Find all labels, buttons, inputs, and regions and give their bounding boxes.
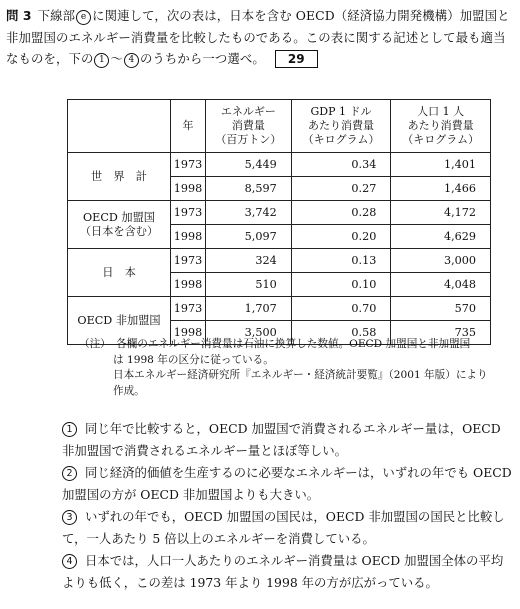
capita-cell: 735: [391, 321, 491, 345]
choice-1[interactable]: [62, 418, 514, 461]
table-note: [79, 337, 489, 399]
year-cell: 1973: [171, 201, 206, 225]
energy-cell: 5,449: [206, 153, 292, 177]
energy-table: [67, 99, 491, 345]
energy-cell: 5,097: [206, 225, 292, 249]
table-header-row: [68, 100, 491, 153]
capita-cell: 4,172: [391, 201, 491, 225]
capita-cell: 4,629: [391, 225, 491, 249]
gdp-cell: 0.70: [291, 297, 391, 321]
year-cell: 1998: [171, 273, 206, 297]
note-text-1: 各欄のエネルギー消費量は石油に換算した数値。OECD 加盟国と非加盟国: [116, 338, 471, 350]
capita-cell: 1,401: [391, 153, 491, 177]
energy-cell: 3,742: [206, 201, 292, 225]
gdp-cell: 0.13: [291, 249, 391, 273]
range-end-circle: 4: [124, 53, 139, 68]
header-blank: [68, 100, 171, 153]
stem-text-2: に関連して，次の表は，日本を含む OECD（経済協力開発機構）加盟国と非加盟国のエネルギー消費量を比較したものである。この表に関する記述として最も適当なものを，下の: [6, 8, 510, 66]
choice-number-circle: 3: [62, 510, 77, 525]
stem-text-3: のうちから一つ選べ。: [139, 51, 265, 66]
choice-2[interactable]: [62, 462, 514, 505]
underline-mark-e-icon: e: [76, 10, 91, 25]
choice-number-circle: 4: [62, 554, 77, 569]
capita-cell: 4,048: [391, 273, 491, 297]
energy-cell: 1,707: [206, 297, 292, 321]
choice-text: 同じ年で比較すると，OECD 加盟国で消費されるエネルギー量は，OECD 非加盟国で消費されるエネルギー量とほぼ等しい。: [62, 421, 501, 458]
gdp-cell: 0.10: [291, 273, 391, 297]
year-cell: 1998: [171, 177, 206, 201]
question-number: 問 3: [6, 8, 32, 23]
gdp-cell: 0.27: [291, 177, 391, 201]
choice-text: 同じ経済的価値を生産するのに必要なエネルギーは，いずれの年でも OECD 加盟国の方が OECD 非加盟国よりも大きい。: [62, 465, 512, 502]
energy-cell: 8,597: [206, 177, 292, 201]
note-line-4: 作成。: [113, 384, 145, 397]
capita-cell: 570: [391, 297, 491, 321]
question-stem: [6, 5, 511, 70]
gdp-cell: 0.28: [291, 201, 391, 225]
answer-choices: [62, 418, 514, 594]
table-row: [68, 249, 491, 273]
year-cell: 1973: [171, 153, 206, 177]
choice-text: 日本では，人口一人あたりのエネルギー消費量は OECD 加盟国全体の平均よりも低く，この差は 1973 年より 1998 年の方が広がっている。: [62, 553, 504, 590]
choice-4[interactable]: [62, 550, 514, 593]
gdp-cell: 0.20: [291, 225, 391, 249]
header-per-gdp: GDP 1 ドル あたり消費量 （キログラム）: [291, 100, 391, 153]
choice-number-circle: 1: [62, 422, 77, 437]
energy-cell: 510: [206, 273, 292, 297]
note-line-2: は 1998 年の区分に従っている。: [113, 353, 274, 366]
gdp-cell: 0.58: [291, 321, 391, 345]
note-label: （注）: [79, 338, 106, 350]
row-name: OECD 非加盟国: [68, 297, 171, 345]
choice-text: いずれの年でも，OECD 加盟国の国民は，OECD 非加盟国の国民と比較して，一人あたり 5 倍以上のエネルギーを消費している。: [62, 509, 505, 546]
row-name: 世 界 計: [68, 153, 171, 201]
capita-cell: 3,000: [391, 249, 491, 273]
answer-number-box: 29: [275, 50, 318, 68]
gdp-cell: 0.34: [291, 153, 391, 177]
row-name: OECD 加盟国 （日本を含む）: [68, 201, 171, 249]
note-line-3: 日本エネルギー経済研究所『エネルギー・経済統計要覧』（2001 年版）により: [113, 369, 488, 381]
header-per-capita: 人口 1 人 あたり消費量 （キログラム）: [391, 100, 491, 153]
year-cell: 1998: [171, 225, 206, 249]
table-row: [68, 201, 491, 225]
year-cell: 1973: [171, 249, 206, 273]
choice-3[interactable]: [62, 506, 514, 549]
capita-cell: 1,466: [391, 177, 491, 201]
table-row: [68, 153, 491, 177]
header-energy: エネルギー 消費量 （百万トン）: [206, 100, 292, 153]
energy-cell: 324: [206, 249, 292, 273]
year-cell: 1973: [171, 297, 206, 321]
range-start-circle: 1: [94, 53, 109, 68]
header-year: 年: [171, 100, 206, 153]
choice-number-circle: 2: [62, 466, 77, 481]
table-row: [68, 297, 491, 321]
range-sep: 〜: [110, 51, 123, 66]
year-cell: 1998: [171, 321, 206, 345]
energy-cell: 3,500: [206, 321, 292, 345]
stem-text-1: 下線部: [37, 8, 76, 23]
row-name: 日 本: [68, 249, 171, 297]
note-line-1: [79, 337, 489, 353]
